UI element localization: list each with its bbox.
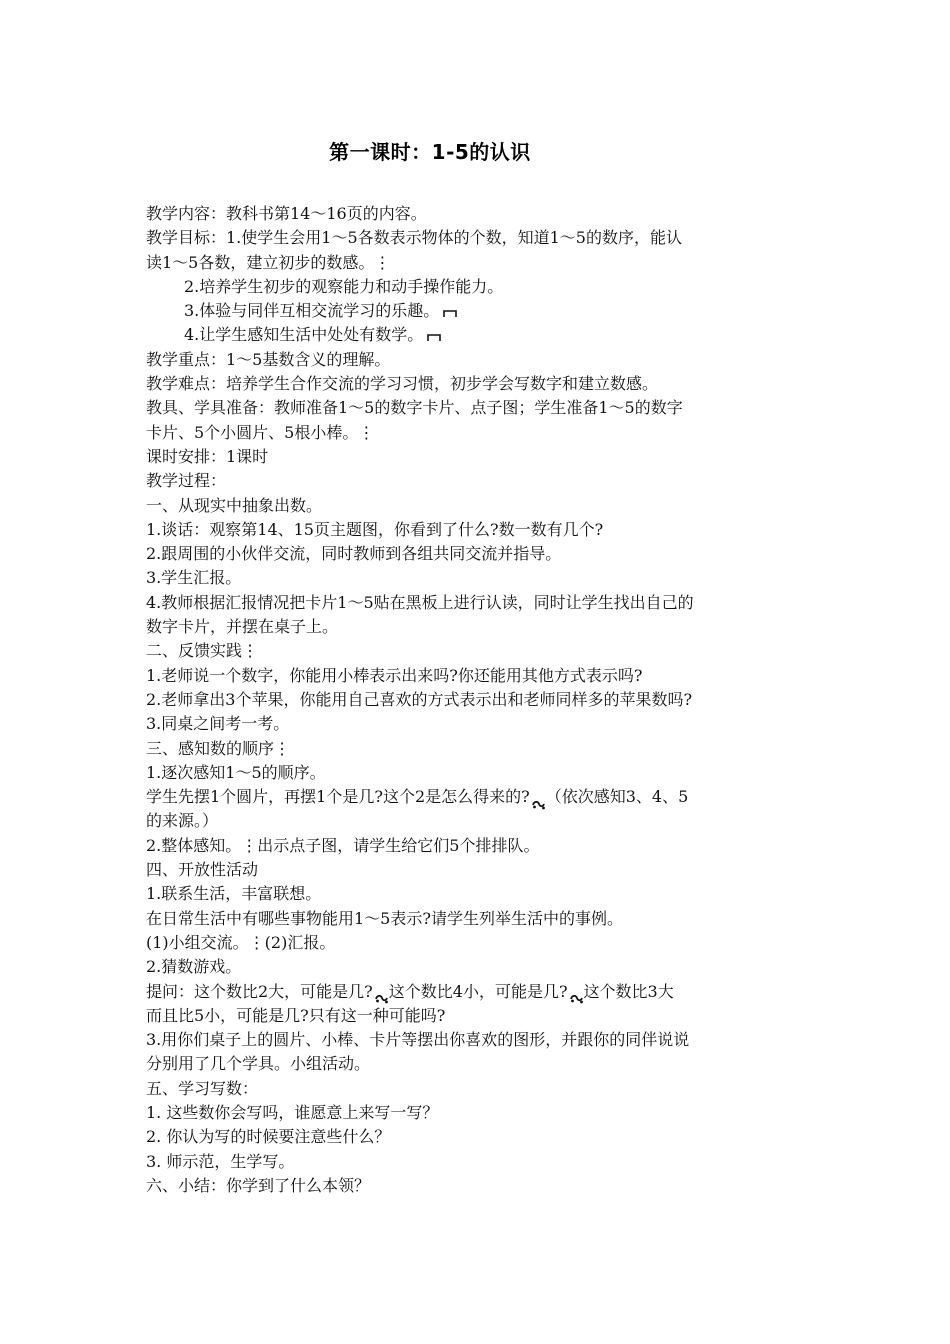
line-text: 3.体验与同伴互相交流学习的乐趣。 — [184, 301, 440, 321]
paragraph-line: 的来源。） — [146, 811, 219, 831]
bracket-mark-icon — [443, 301, 457, 311]
paragraph-line: 3.用你们桌子上的圆片、小棒、卡片等摆出你喜欢的图形，并跟你的同伴说说 — [146, 1030, 690, 1050]
line-text: 提问：这个数比2大，可能是几? — [146, 981, 373, 1001]
swirl-mark-icon — [375, 987, 389, 997]
paragraph-line: 2.跟周围的小伙伴交流，同时教师到各组共同交流并指导。 — [146, 544, 562, 564]
paragraph-line: 而且比5小，可能是几?只有这一种可能吗? — [146, 1005, 446, 1025]
paragraph-line: 教学重点：1～5基数含义的理解。 — [146, 349, 391, 369]
paragraph-line: 课时安排：1课时 — [146, 446, 269, 466]
line-text: 这个数比3大 — [583, 981, 674, 1001]
paragraph-line: 1. 这些数你会写吗，谁愿意上来写一写？ — [146, 1102, 439, 1122]
paragraph-line: 分别用了几个学具。小组活动。 — [146, 1054, 371, 1074]
paragraph-line — [146, 980, 810, 1004]
paragraph-line: 卡片、5个小圆片、5根小棒。⋮ — [146, 422, 375, 442]
document-body — [146, 202, 810, 1198]
paragraph-line: 3.同桌之间考一考。 — [146, 714, 290, 734]
paragraph-line: 2.猜数游戏。 — [146, 957, 242, 977]
paragraph-line: 1.逐次感知1～5的顺序。 — [146, 762, 326, 782]
swirl-mark-icon — [532, 793, 546, 803]
paragraph-line: 1.老师说一个数字，你能用小棒表示出来吗?你还能用其他方式表示吗? — [146, 665, 643, 685]
bracket-mark-icon — [427, 325, 441, 335]
paragraph-line: 读1～5各数，建立初步的数感。⋮ — [146, 252, 391, 272]
paragraph-line: 教学过程： — [146, 471, 227, 491]
paragraph-line: 教学目标：1.使学生会用1～5各数表示物体的个数，知道1～5的数序，能认 — [146, 228, 682, 248]
paragraph-line: 教具、学具准备：教师准备1～5的数字卡片、点子图；学生准备1～5的数字 — [146, 398, 683, 418]
paragraph-line: 教学难点：培养学生合作交流的学习习惯，初步学会写数字和建立数感。 — [146, 374, 659, 394]
paragraph-line — [146, 299, 810, 323]
swirl-mark-icon — [570, 987, 584, 997]
paragraph-line: 数字卡片，并摆在桌子上。 — [146, 617, 339, 637]
paragraph-line: 2. 你认为写的时候要注意些什么？ — [146, 1127, 391, 1147]
document-title: 第一课时：1-5的认识 — [329, 140, 531, 164]
line-text: 这个数比4小，可能是几? — [388, 981, 568, 1001]
line-text: （依次感知3、4、5 — [545, 787, 689, 807]
paragraph-line: 1.联系生活，丰富联想。 — [146, 884, 322, 904]
section-heading: 五、学习写数： — [146, 1078, 259, 1098]
paragraph-line — [146, 323, 810, 347]
line-text: 学生先摆1个圆片，再摆1个是几?这个2是怎么得来的? — [146, 787, 530, 807]
paragraph-line: 1.谈话：观察第14、15页主题图，你看到了什么?数一数有几个? — [146, 519, 604, 539]
paragraph-line — [146, 785, 810, 809]
section-heading: 六、小结：你学到了什么本领？ — [146, 1175, 371, 1195]
section-heading: 四、开放性活动 — [146, 860, 259, 880]
paragraph-line: 2.整体感知。⋮出示点子图，请学生给它们5个排排队。 — [146, 835, 540, 855]
section-heading: 一、从现实中抽象出数。 — [146, 495, 323, 515]
paragraph-line: 3.学生汇报。 — [146, 568, 242, 588]
paragraph-line: 2.培养学生初步的观察能力和动手操作能力。 — [184, 276, 504, 296]
line-text: 4.让学生感知生活中处处有数学。 — [184, 325, 424, 345]
paragraph-line: 在日常生活中有哪些事物能用1～5表示?请学生列举生活中的事例。 — [146, 908, 623, 928]
paragraph-line: 教学内容：教科书第14～16页的内容。 — [146, 204, 427, 223]
section-heading: 二、反馈实践⋮ — [146, 641, 259, 661]
section-heading: 三、感知数的顺序⋮ — [146, 738, 291, 758]
paragraph-line: 3. 师示范，生学写。 — [146, 1151, 295, 1171]
paragraph-line: 4.教师根据汇报情况把卡片1～5贴在黑板上进行认读，同时让学生找出自己的 — [146, 592, 694, 612]
paragraph-line: (1)小组交流。⋮(2)汇报。 — [146, 932, 336, 952]
paragraph-line: 2.老师拿出3个苹果，你能用自己喜欢的方式表示出和老师同样多的苹果数吗? — [146, 689, 693, 709]
